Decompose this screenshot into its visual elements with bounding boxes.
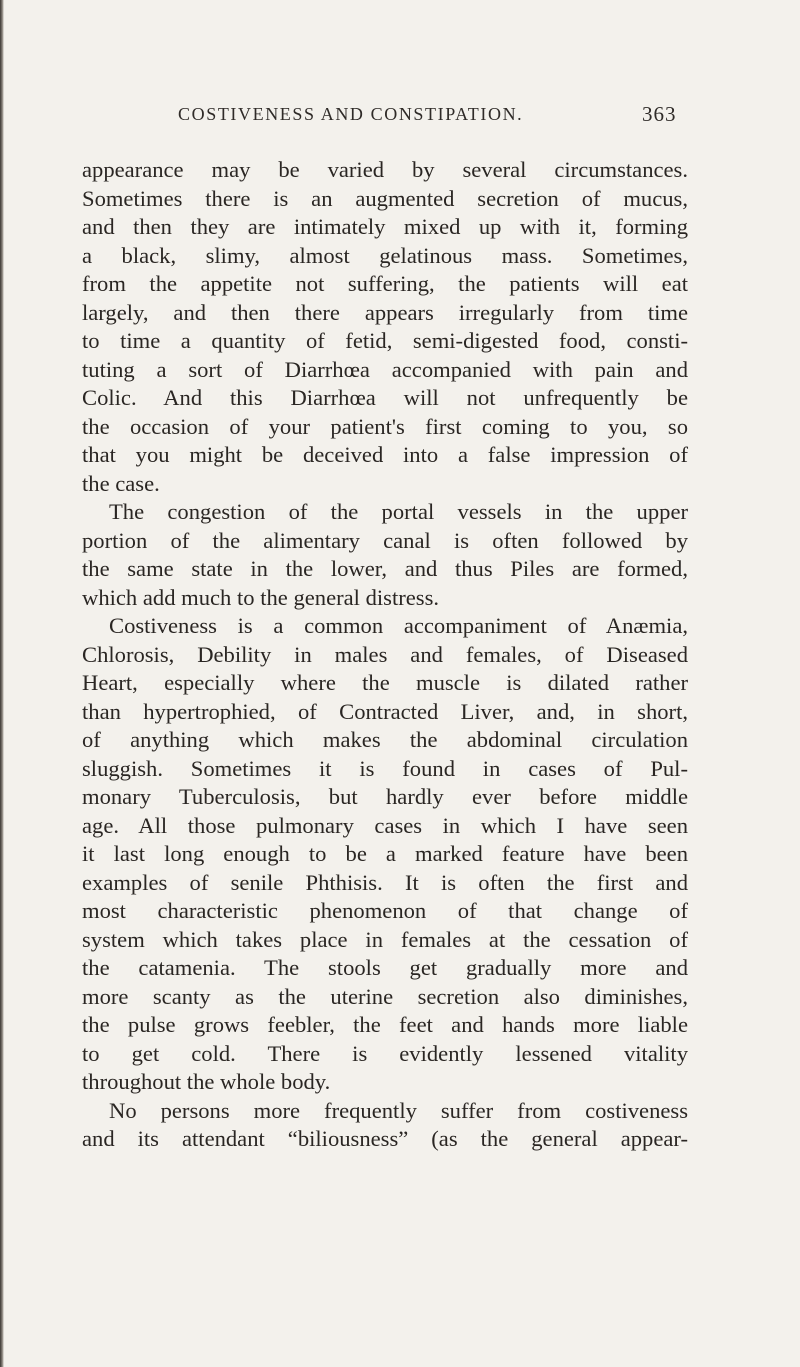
page-number: 363 xyxy=(642,102,677,126)
text-line: sluggish. Sometimes it is found in cases of Pul- xyxy=(82,755,688,781)
paragraph-end-line: throughout the whole body. xyxy=(82,1069,331,1094)
text-line: of anything which makes the abdominal circulation xyxy=(82,727,688,752)
paragraph-start-line: Costiveness is a common accompaniment of Anæmia, xyxy=(109,613,688,638)
text-line: Sometimes there is an augmented secretion of mucus, xyxy=(82,185,688,211)
text-line: and then they are intimately mixed up with it, forming xyxy=(82,214,688,239)
text-line: and its attendant “biliousness” (as the general appear- xyxy=(82,1126,688,1151)
text-line: a black, slimy, almost gelatinous mass. Sometimes, xyxy=(82,242,688,268)
paragraph-end-line: which add much to the general distress. xyxy=(82,584,440,610)
text-line: it last long enough to be a marked feature have been xyxy=(82,841,688,866)
text-line: to get cold. There is evidently lessened vitality xyxy=(82,1040,688,1066)
text-line: more scanty as the uterine secretion also diminishes, xyxy=(82,983,688,1009)
text-line: the same state in the lower, and thus Piles are formed, xyxy=(82,556,688,581)
text-line: examples of senile Phthisis. It is often the first and xyxy=(82,869,688,895)
text-line: the pulse grows feebler, the feet and hands more liable xyxy=(82,1012,688,1037)
text-line: system which takes place in females at the cessation of xyxy=(82,926,688,952)
text-line: Colic. And this Diarrhœa will not unfrequently be xyxy=(82,385,688,410)
text-line: than hypertrophied, of Contracted Liver, and, in short, xyxy=(82,698,688,724)
text-line: most characteristic phenomenon of that change of xyxy=(82,898,688,923)
text-line: age. All those pulmonary cases in which I have seen xyxy=(82,812,688,838)
text-line: Heart, especially where the muscle is dilated rather xyxy=(82,670,688,695)
text-line: the occasion of your patient's first coming to you, so xyxy=(82,413,688,439)
body-text xyxy=(82,156,688,1154)
paragraph-end-line: the case. xyxy=(82,470,160,496)
text-line: to time a quantity of fetid, semi-digested food, consti- xyxy=(82,328,688,353)
text-line: Chlorosis, Debility in males and females, of Diseased xyxy=(82,641,688,667)
running-head: COSTIVENESS AND CONSTIPATION. xyxy=(178,104,524,124)
text-line: from the appetite not suffering, the patients will eat xyxy=(82,271,688,296)
text-line: the catamenia. The stools get gradually more and xyxy=(82,955,688,980)
text-line: largely, and then there appears irregularly from time xyxy=(82,299,688,325)
text-line: that you might be deceived into a false impression of xyxy=(82,442,688,467)
text-line: tuting a sort of Diarrhœa accompanied with pain and xyxy=(82,356,688,382)
paragraph-start-line: The congestion of the portal vessels in the upper xyxy=(109,499,688,524)
text-line: appearance may be varied by several circumstances. xyxy=(82,157,688,182)
text-line: portion of the alimentary canal is often followed by xyxy=(82,527,688,553)
text-line: monary Tuberculosis, but hardly ever before middle xyxy=(82,784,688,809)
paragraph-start-line: No persons more frequently suffer from costiveness xyxy=(109,1097,688,1123)
